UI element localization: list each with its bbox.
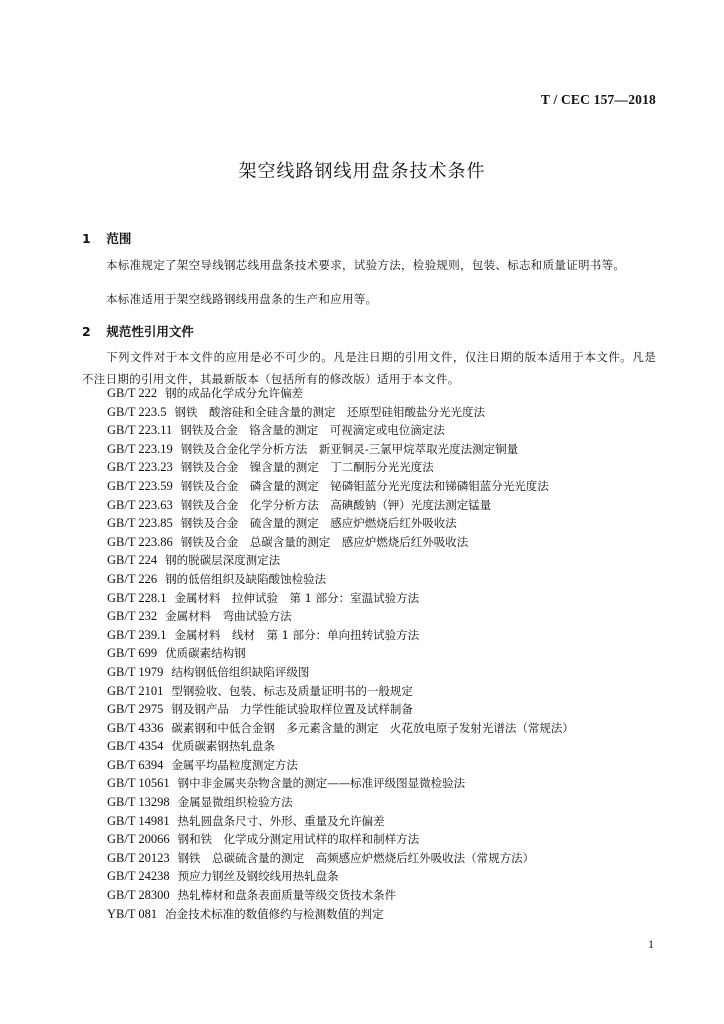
reference-item (107, 514, 574, 533)
reference-item (107, 737, 574, 756)
reference-title: 钢铁及合金 镍含量的测定 丁二酮肟分光光度法 (180, 460, 434, 475)
reference-title: 钢铁及合金 磷含量的测定 铋磷钼蓝分光光度法和锑磷钼蓝分光光度法 (180, 478, 549, 493)
reference-code: YB/T 081 (107, 906, 158, 921)
reference-title: 钢的脱碳层深度测定法 (165, 553, 281, 568)
reference-title: 金属材料 弯曲试验方法 (165, 609, 292, 624)
reference-item (107, 867, 574, 886)
reference-code: GB/T 4354 (107, 739, 164, 754)
reference-code: GB/T 24238 (107, 869, 170, 884)
reference-code: GB/T 228.1 (107, 590, 167, 605)
section-1-title: 范围 (106, 231, 132, 246)
reference-item (107, 812, 574, 831)
reference-code: GB/T 223.19 (107, 441, 173, 456)
reference-title: 钢铁及合金 总碳含量的测定 感应炉燃烧后红外吸收法 (180, 534, 469, 549)
reference-item (107, 384, 574, 403)
reference-code: GB/T 226 (107, 571, 158, 586)
reference-item (107, 719, 574, 738)
reference-item (107, 886, 574, 905)
reference-code: GB/T 223.63 (107, 497, 173, 512)
reference-title: 钢及钢产品 力学性能试验取样位置及试样制备 (171, 702, 413, 717)
reference-code: GB/T 224 (107, 553, 158, 568)
reference-code: GB/T 14981 (107, 813, 170, 828)
reference-title: 金属平均晶粒度测定方法 (171, 757, 298, 772)
reference-item (107, 458, 574, 477)
reference-title: 钢中非金属夹杂物含量的测定——标准评级图显微检验法 (177, 776, 466, 791)
reference-code: GB/T 223.5 (107, 404, 167, 419)
reference-title: 钢铁及合金 化学分析方法 高碘酸钠（钾）光度法测定锰量 (180, 497, 492, 512)
section-2-heading (82, 322, 194, 340)
reference-code: GB/T 4336 (107, 720, 164, 735)
reference-title: 钢和铁 化学成分测定用试样的取样和制样方法 (177, 832, 420, 847)
reference-title: 钢铁及合金 硫含量的测定 感应炉燃烧后红外吸收法 (180, 516, 457, 531)
reference-title: 优质碳素结构钢 (165, 646, 246, 661)
reference-code: GB/T 2101 (107, 683, 164, 698)
reference-code: GB/T 223.11 (107, 423, 173, 438)
reference-item (107, 644, 574, 663)
reference-code: GB/T 223.85 (107, 516, 173, 531)
reference-code: GB/T 699 (107, 646, 158, 661)
reference-item (107, 403, 574, 422)
reference-title: 钢铁 总碳硫含量的测定 高频感应炉燃烧后红外吸收法（常规方法） (177, 850, 535, 865)
reference-item (107, 477, 574, 496)
reference-code: GB/T 6394 (107, 757, 164, 772)
reference-item (107, 551, 574, 570)
reference-code: GB/T 2975 (107, 702, 164, 717)
reference-title: 碳素钢和中低合金钢 多元素含量的测定 火花放电原子发射光谱法（常规法） (171, 720, 574, 735)
reference-title: 优质碳素钢热轧盘条 (171, 739, 275, 754)
reference-code: GB/T 13298 (107, 795, 170, 810)
reference-item (107, 626, 574, 645)
reference-code: GB/T 222 (107, 386, 158, 400)
section-2-title: 规范性引用文件 (106, 324, 194, 339)
reference-item (107, 793, 574, 812)
reference-title: 金属材料 线材 第 1 部分：单向扭转试验方法 (174, 627, 420, 642)
reference-code: GB/T 1979 (107, 664, 164, 679)
reference-item (107, 849, 574, 868)
reference-item (107, 496, 574, 515)
reference-item (107, 663, 574, 682)
section-1-number: 1 (82, 231, 91, 246)
reference-item (107, 421, 574, 440)
reference-title: 冶金技术标准的数值修约与检测数值的判定 (165, 906, 384, 921)
reference-title: 热轧棒材和盘条表面质量等级交货技术条件 (177, 888, 397, 903)
reference-code: GB/T 239.1 (107, 627, 167, 642)
reference-item (107, 570, 574, 589)
reference-item (107, 700, 574, 719)
reference-title: 结构钢低倍组织缺陷评级图 (171, 664, 310, 679)
reference-item (107, 533, 574, 552)
reference-item (107, 589, 574, 608)
reference-code: GB/T 223.59 (107, 478, 173, 493)
reference-item (107, 830, 574, 849)
section-2-number: 2 (82, 324, 91, 339)
reference-code: GB/T 28300 (107, 888, 170, 903)
reference-code: GB/T 223.86 (107, 534, 173, 549)
reference-item (107, 756, 574, 775)
reference-item (107, 607, 574, 626)
reference-item (107, 905, 574, 924)
reference-title: 预应力钢丝及钢绞线用热轧盘条 (177, 869, 339, 884)
reference-list (107, 384, 574, 923)
reference-title: 热轧圆盘条尺寸、外形、重量及允许偏差 (177, 813, 385, 828)
section-1-paragraph-2: 本标准适用于架空线路钢线用盘条的生产和应用等。 (106, 292, 378, 306)
reference-title: 钢铁 酸溶硅和全硅含量的测定 还原型硅钼酸盐分光光度法 (174, 404, 485, 419)
reference-code: GB/T 10561 (107, 776, 170, 791)
reference-title: 金属显微组织检验方法 (177, 795, 293, 810)
reference-title: 型钢验收、包装、标志及质量证明书的一般规定 (171, 683, 413, 698)
reference-code: GB/T 20066 (107, 832, 170, 847)
reference-item (107, 440, 574, 459)
reference-title: 钢铁及合金化学分析方法 新亚铜灵-三氯甲烷萃取光度法测定铜量 (180, 441, 519, 456)
reference-code: GB/T 232 (107, 609, 158, 624)
reference-title: 钢铁及合金 铬含量的测定 可视滴定或电位滴定法 (180, 423, 445, 438)
reference-item (107, 682, 574, 701)
reference-title: 钢的低倍组织及缺陷酸蚀检验法 (165, 571, 327, 586)
reference-code: GB/T 223.23 (107, 460, 173, 475)
document-title: 架空线路钢线用盘条技术条件 (238, 161, 486, 182)
section-2-intro: 下列文件对于本文件的应用是必不可少的。凡是注日期的引用文件，仅注日期的版本适用于本文件。凡是不注日期的引用文件，其最新版本（包括所有的修改版）适用于本文件。 (82, 350, 656, 386)
section-1-paragraph-1: 本标准规定了架空导线钢芯线用盘条技术要求，试验方法，检验规则，包装、标志和质量证明书等。 (106, 258, 626, 272)
reference-title: 钢的成品化学成分允许偏差 (165, 386, 304, 400)
section-1-heading (82, 229, 131, 247)
standard-code: T / CEC 157—2018 (540, 92, 656, 107)
reference-code: GB/T 20123 (107, 850, 170, 865)
reference-title: 金属材料 拉伸试验 第 1 部分：室温试验方法 (174, 590, 420, 605)
page-number: 1 (648, 937, 654, 951)
reference-item (107, 774, 574, 793)
